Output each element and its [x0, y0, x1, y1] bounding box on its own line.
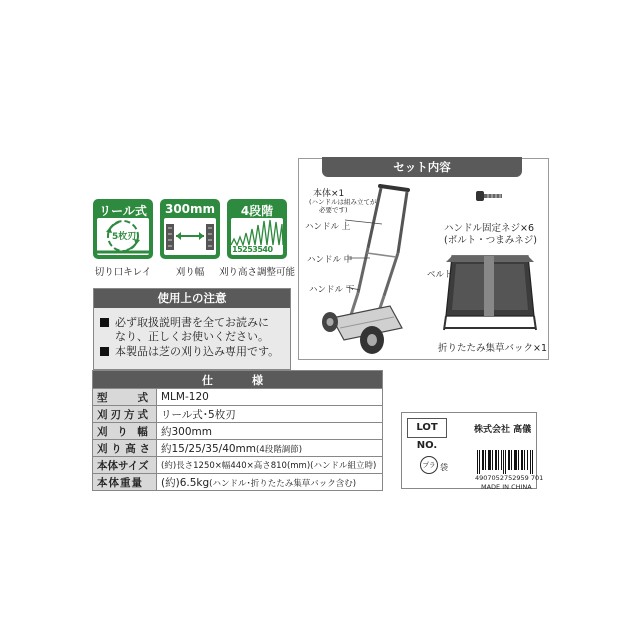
body-note-2: 必要です): [319, 206, 348, 214]
handle-top-label: ハンドル 上: [305, 222, 351, 232]
spec-title: 仕 様: [93, 371, 383, 389]
handle-middle-label: ハンドル 中: [307, 255, 353, 265]
recycle-text: 袋: [440, 463, 448, 472]
grass-bag-label: 折りたたみ集草バック×1: [438, 343, 548, 354]
spec-label: 刈 り 高 さ: [93, 440, 157, 457]
spec-label: 型 式: [93, 389, 157, 406]
origin-label: MADE IN CHINA: [481, 483, 532, 491]
body-label: 本体×1: [313, 189, 345, 199]
screw-icon: [476, 188, 504, 204]
spec-value: MLM-120: [161, 391, 209, 403]
table-row: [93, 423, 383, 440]
lot-number-label: LOT NO.: [407, 418, 447, 438]
caution-line-1: 必ず取扱説明書を全てお読みに: [115, 316, 269, 329]
belt-label: ベルト: [427, 270, 453, 280]
screw-label: ハンドル固定ネジ×6: [444, 223, 535, 234]
company-logo: 株式会社 高儀: [474, 425, 532, 435]
reel-type-title: リール式: [99, 204, 147, 218]
spec-value: (約)長さ1250×幅440×高さ810(mm): [161, 461, 311, 471]
spec-value: 約15/25/35/40mm: [161, 442, 257, 455]
spec-value: 約300mm: [161, 425, 212, 438]
spec-label: 刈刃方式: [93, 406, 157, 423]
height-25: 25: [242, 245, 253, 254]
barcode-icon: [477, 450, 533, 474]
spec-value: リール式･5枚刃: [161, 408, 236, 421]
spec-note: (ハンドル･折りたたみ集草バック含む): [209, 478, 357, 489]
handle-bottom-label: ハンドル 下: [309, 285, 355, 295]
table-row: [93, 389, 383, 406]
reel-type-icon: [93, 199, 153, 259]
spec-note: (ハンドル組立時): [310, 461, 377, 471]
recycle-mark-icon: プラ: [420, 456, 438, 474]
height-adjust-label: 刈り高さ調整可能: [218, 267, 295, 278]
spec-note: (4段階調節): [256, 444, 303, 455]
cutting-width-title: 300mm: [164, 202, 216, 216]
spec-table: [92, 370, 383, 491]
table-row: [93, 406, 383, 423]
height-adjust-title: 4段階: [240, 204, 274, 218]
height-adjust-icon: [227, 199, 287, 259]
grass-bag-illustration: [440, 250, 540, 338]
grass-height-icon: [231, 218, 283, 246]
cutting-width-label: 刈り幅: [175, 267, 205, 278]
height-40: 40: [262, 245, 273, 254]
body-note-1: (ハンドルは組み立てが: [309, 198, 377, 206]
width-arrow-icon: [164, 218, 216, 255]
spec-value: (約)6.5kg: [161, 476, 210, 489]
spec-label: 本体サイズ: [93, 457, 157, 474]
height-15: 15: [232, 245, 243, 254]
spec-label: 本体重量: [93, 474, 157, 491]
five-blade-badge: 5枚刃: [112, 232, 137, 242]
table-row: [93, 440, 383, 457]
set-contents-title: セット内容: [322, 157, 522, 177]
cutting-width-icon: [160, 199, 220, 259]
height-35: 35: [252, 245, 263, 254]
barcode-number: 4907052752959 701: [475, 474, 544, 482]
clean-cut-label: 切り口キレイ: [94, 267, 152, 278]
screw-sub-label: (ボルト・つまみネジ): [444, 235, 537, 246]
table-row: [93, 457, 383, 474]
caution-line-3: 本製品は芝の刈り込み専用です。: [115, 345, 280, 358]
usage-caution-panel: [93, 288, 291, 370]
spec-label: 刈 り 幅: [93, 423, 157, 440]
table-row: [93, 474, 383, 491]
caution-line-2: なり、正しくお使いください。: [115, 330, 269, 343]
caution-title: 使用上の注意: [94, 289, 290, 308]
bullet-square-icon: [100, 318, 109, 327]
bullet-square-icon: [100, 347, 109, 356]
